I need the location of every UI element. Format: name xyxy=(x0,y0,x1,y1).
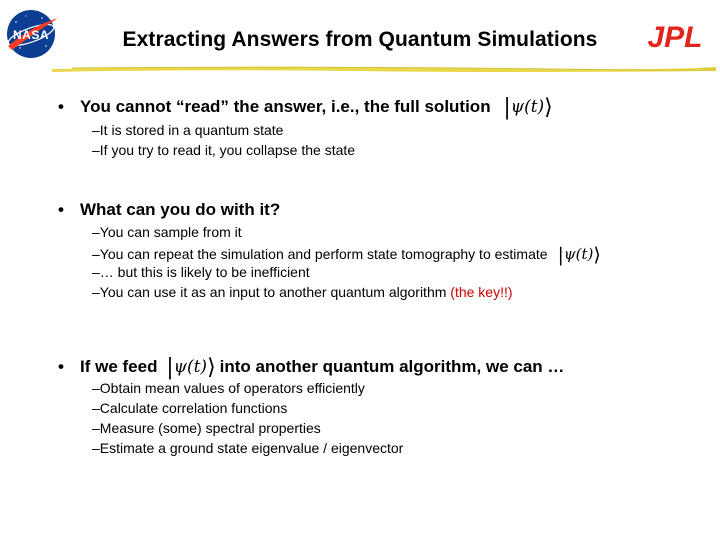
bullet-text: You cannot “read” the answer, i.e., the full solution xyxy=(80,97,491,116)
sub-item: –… but this is likely to be inefficient xyxy=(92,264,310,280)
sub-item: –Calculate correlation functions xyxy=(92,400,288,416)
sub-item: –Estimate a ground state eigenvalue / eigenvector xyxy=(92,440,404,456)
sub-item: –You can use it as an input to another quantum algorithm (the key!!) xyxy=(92,284,513,300)
ket-psi-3: |ψ(t)⟩ xyxy=(166,355,216,380)
slide-title: Extracting Answers from Quantum Simulations xyxy=(122,28,598,51)
jpl-logo-text: JPL xyxy=(647,21,703,52)
sub-item: –If you try to read it, you collapse the state xyxy=(92,142,356,158)
sub-item: –Obtain mean values of operators efficiently xyxy=(92,380,365,396)
title-underline xyxy=(52,63,716,75)
bullet-if-we-feed: • If we feed |ψ(t)⟩ into another quantum algorithm, we can … xyxy=(58,355,565,380)
sub-item: –You can sample from it xyxy=(92,224,242,240)
key-highlight: (the key!!) xyxy=(450,284,513,300)
sub-item: –Measure (some) spectral properties xyxy=(92,420,321,436)
ket-psi-2: |ψ(t)⟩ xyxy=(557,244,601,266)
bullet-what-can-you-do: • What can you do with it? xyxy=(58,200,281,219)
bullet-text: What can you do with it? xyxy=(80,200,281,219)
bullet-text-prefix: If we feed xyxy=(80,357,158,376)
bullet-text-suffix: into another quantum algorithm, we can … xyxy=(219,357,565,376)
sub-item: –You can repeat the simulation and perform state tomography to estimate |ψ(t)⟩ xyxy=(92,244,601,266)
bullet-cannot-read: • You cannot “read” the answer, i.e., the full solution |ψ(t)⟩ xyxy=(58,95,553,120)
ket-psi-1: |ψ(t)⟩ xyxy=(503,95,553,120)
nasa-logo-text: NASA xyxy=(12,28,50,42)
sub-item: –It is stored in a quantum state xyxy=(92,122,284,138)
